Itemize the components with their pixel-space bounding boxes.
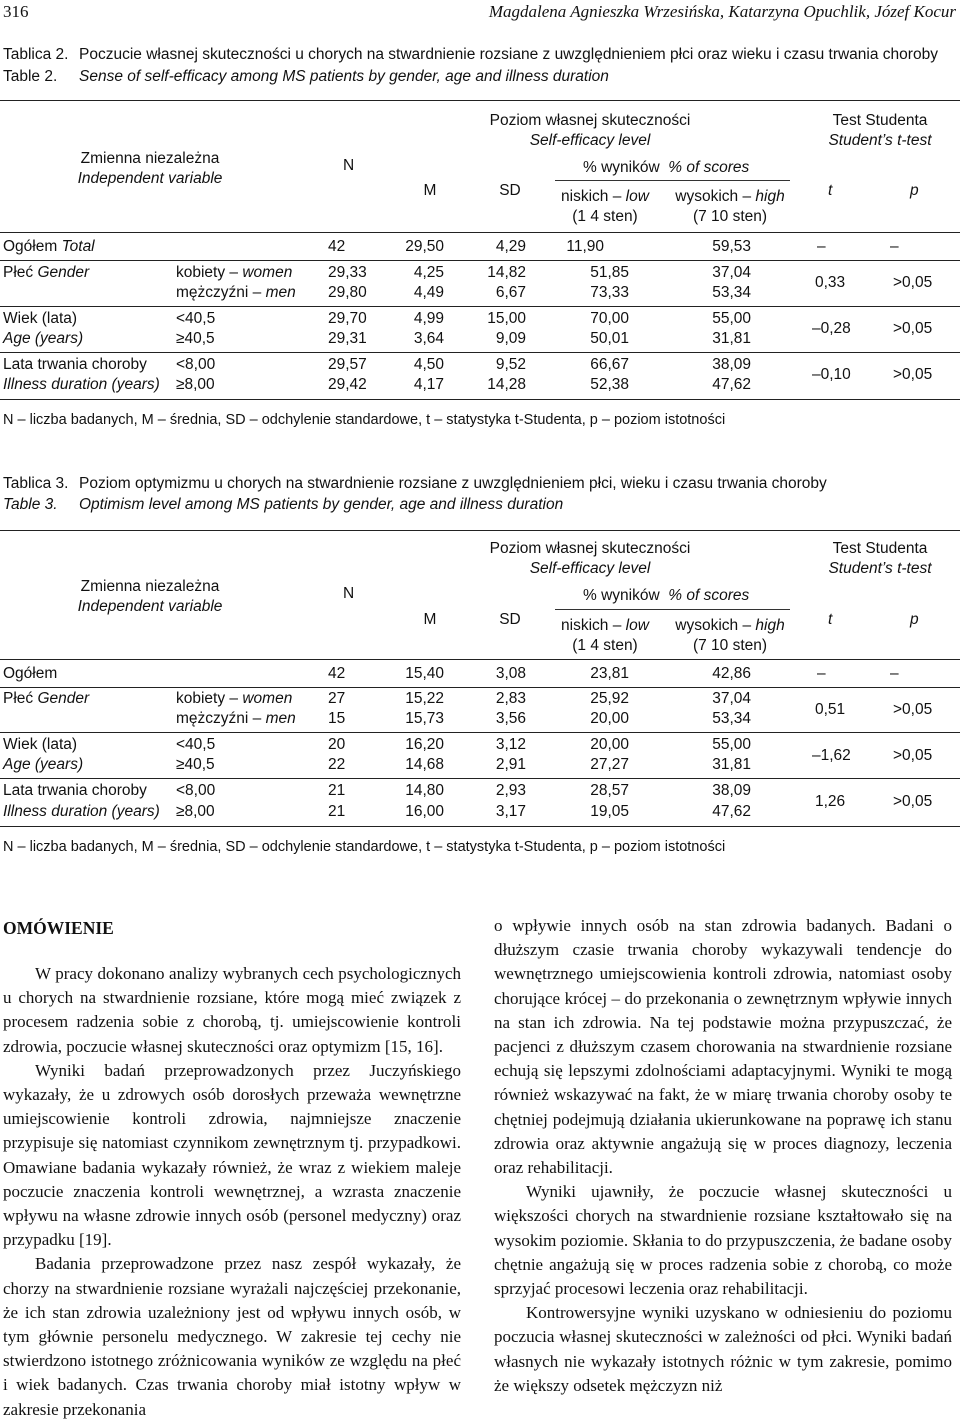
table-3-caption-en bbox=[3, 496, 563, 514]
cell-n: 22 bbox=[328, 756, 346, 773]
cell-p: >0,05 bbox=[893, 366, 933, 383]
sub-label-pl: mężczyźni bbox=[176, 284, 249, 301]
cell-m: 14,68 bbox=[405, 756, 444, 773]
row-divider bbox=[0, 732, 960, 733]
header-variable-en: Independent variable bbox=[77, 170, 223, 187]
header-low-en: low bbox=[625, 188, 649, 205]
group-label bbox=[3, 264, 89, 282]
row-divider bbox=[0, 687, 960, 688]
group-label-pl: Wiek (lata) bbox=[3, 310, 78, 327]
header-m: M bbox=[423, 611, 437, 628]
cell-n: 15 bbox=[328, 710, 346, 727]
cell-t: – bbox=[817, 665, 826, 682]
table-3-footnote: N – liczba badanych, M – średnia, SD – odchylenie standardowe, t – statystyka t-Studenta, p – poziom istotności bbox=[3, 839, 726, 855]
table-2-footnote: N – liczba badanych, M – średnia, SD – odchylenie standardowe, t – statystyka t-Studenta, p – poziom istotności bbox=[3, 412, 726, 428]
group-label-pl: Lata trwania choroby bbox=[3, 782, 147, 799]
cell-p: >0,05 bbox=[893, 320, 933, 337]
table-3-top-rule bbox=[0, 530, 960, 531]
cell-low: 28,57 bbox=[590, 782, 629, 799]
row-label-pl: Ogółem bbox=[3, 238, 58, 255]
row-label-en: Total bbox=[61, 238, 95, 255]
cell-sd: 9,09 bbox=[495, 330, 526, 347]
cell-m: 4,99 bbox=[413, 310, 444, 327]
row-sub-label: <8,00 bbox=[176, 356, 216, 373]
group-label bbox=[3, 690, 89, 708]
header-high-pl: wysokich bbox=[675, 188, 739, 205]
cell-n: 42 bbox=[328, 665, 346, 682]
header-low-range: (1 4 sten) bbox=[572, 637, 638, 654]
group-label-en: Illness duration (years) bbox=[3, 803, 160, 820]
cell-low: 19,05 bbox=[590, 803, 629, 820]
table-3-header-rule bbox=[0, 659, 960, 660]
header-variable-pl: Zmienna niezależna bbox=[80, 150, 220, 167]
cell-m: 15,40 bbox=[405, 665, 444, 682]
right-column bbox=[494, 914, 952, 1398]
table-2-title-en: Sense of self-efficacy among MS patients by gender, age and illness duration bbox=[79, 68, 609, 85]
cell-high: 53,34 bbox=[712, 284, 751, 301]
cell-sd: 14,82 bbox=[487, 264, 526, 281]
cell-t: –0,10 bbox=[812, 366, 851, 383]
header-variable-en: Independent variable bbox=[77, 598, 223, 615]
cell-m: 16,20 bbox=[405, 736, 444, 753]
header-scores-pl: % wyników bbox=[583, 587, 660, 604]
cell-m: 16,00 bbox=[405, 803, 444, 820]
group-label-en: Gender bbox=[37, 690, 90, 707]
header-scores-en: % of scores bbox=[668, 159, 750, 176]
cell-t: 1,26 bbox=[815, 793, 846, 810]
cell-m: 4,17 bbox=[413, 376, 444, 393]
cell-sd: 2,83 bbox=[495, 690, 526, 707]
running-head: Magdalena Agnieszka Wrzesińska, Katarzyna Opuchlik, Józef Kocur bbox=[488, 2, 956, 21]
cell-n: 21 bbox=[328, 803, 346, 820]
header-scores-en: % of scores bbox=[668, 587, 750, 604]
header-level-en: Self-efficacy level bbox=[529, 560, 651, 577]
header-low-en: low bbox=[625, 617, 649, 634]
cell-low: 11,90 bbox=[566, 238, 604, 255]
cell-m: 4,49 bbox=[413, 284, 444, 301]
cell-high: 37,04 bbox=[712, 264, 751, 281]
header-level-en: Self-efficacy level bbox=[529, 132, 651, 149]
sub-label-en: women bbox=[242, 264, 293, 281]
cell-low: 51,85 bbox=[590, 264, 629, 281]
header-p: p bbox=[910, 182, 919, 199]
cell-sd: 4,29 bbox=[495, 238, 526, 255]
table-2-label-en: Table 2. bbox=[3, 68, 58, 85]
header-level-pl: Poziom własnej skuteczności bbox=[489, 540, 691, 557]
group-label-pl: Płeć bbox=[3, 690, 34, 707]
table-3-label-en: Table 3. bbox=[3, 496, 58, 513]
header-scores-pl: % wyników bbox=[583, 159, 660, 176]
cell-sd: 3,12 bbox=[495, 736, 526, 753]
group-label-en: Age (years) bbox=[3, 756, 84, 773]
sub-label-en: men bbox=[265, 284, 296, 301]
cell-low: 50,01 bbox=[590, 330, 629, 347]
table-2-caption-en bbox=[3, 68, 609, 86]
cell-high: 31,81 bbox=[712, 330, 751, 347]
group-label-pl: Lata trwania choroby bbox=[3, 356, 147, 373]
header-scores bbox=[583, 159, 749, 177]
cell-t: 0,33 bbox=[815, 274, 846, 291]
cell-high: 55,00 bbox=[712, 310, 751, 327]
cell-low: 20,00 bbox=[590, 710, 629, 727]
row-sub-label: mężczyźni – men bbox=[176, 710, 296, 727]
header-test-pl: Test Studenta bbox=[832, 112, 928, 129]
cell-low: 66,67 bbox=[590, 356, 629, 373]
left-column bbox=[3, 962, 461, 1422]
cell-m: 29,50 bbox=[405, 238, 444, 255]
cell-n: 20 bbox=[328, 736, 346, 753]
row-sub-label: <40,5 bbox=[176, 736, 216, 753]
group-label-en: Age (years) bbox=[3, 330, 84, 347]
header-p: p bbox=[910, 611, 919, 628]
cell-t: – bbox=[817, 238, 826, 255]
paragraph: Badania przeprowadzone przez nasz zespół wykazały, że chorzy na stwardnienie rozsiane wyrażali najczęściej przekonanie, że ich stan zdrowia uzależniony jest od wpływu innych osób, w tym głównie personelu medycznego. W zakresie tej cechy nie stwierdzono istotnego zróżnicowania wyników ze względu na płeć i wiek badanych. Czas trwania choroby miał istotny wpływ w zakresie przekonania bbox=[3, 1254, 461, 1419]
cell-p: >0,05 bbox=[893, 701, 933, 718]
paragraph: Kontrowersyjne wyniki uzyskano w odniesieniu do poziomu poczucia własnej skuteczności w zależności od płci. Wyniki badań własnych nie wykazały istotnych różnic w tym zakresie, pomimo że większy odsetek mężczyzn niż bbox=[494, 1303, 952, 1395]
cell-p: >0,05 bbox=[893, 747, 933, 764]
row-sub-label: ≥8,00 bbox=[176, 376, 215, 393]
cell-n: 27 bbox=[328, 690, 346, 707]
sub-label-pl: kobiety bbox=[176, 264, 226, 281]
header-sd: SD bbox=[499, 611, 521, 628]
table-3-title-en: Optimism level among MS patients by gender, age and illness duration bbox=[79, 496, 564, 513]
header-low: niskich – low bbox=[561, 188, 649, 205]
cell-sd: 3,56 bbox=[495, 710, 526, 727]
cell-n: 29,80 bbox=[328, 284, 367, 301]
row-label bbox=[3, 238, 95, 256]
cell-p: – bbox=[890, 665, 899, 682]
cell-high: 53,34 bbox=[712, 710, 751, 727]
row-sub-label: mężczyźni – men bbox=[176, 284, 296, 301]
table-2-bottom-rule bbox=[0, 399, 960, 400]
header-scores-rule bbox=[555, 609, 790, 610]
group-label-pl: Wiek (lata) bbox=[3, 736, 78, 753]
cell-n: 29,31 bbox=[328, 330, 367, 347]
header-variable-pl: Zmienna niezależna bbox=[80, 578, 220, 595]
row-divider bbox=[0, 352, 960, 353]
row-divider bbox=[0, 260, 960, 261]
page-number: 316 bbox=[3, 2, 29, 21]
cell-p: – bbox=[890, 238, 899, 255]
cell-n: 42 bbox=[328, 238, 346, 255]
cell-sd: 9,52 bbox=[495, 356, 526, 373]
table-2-caption-pl bbox=[3, 46, 938, 64]
header-high: wysokich – high bbox=[675, 188, 785, 205]
row-sub-label: ≥8,00 bbox=[176, 803, 215, 820]
header-high-en: high bbox=[755, 617, 785, 634]
table-2-header-rule bbox=[0, 232, 960, 233]
table-3-caption-pl bbox=[3, 475, 827, 493]
cell-low: 52,38 bbox=[590, 376, 629, 393]
header-t: t bbox=[828, 182, 833, 199]
table-3-bottom-rule bbox=[0, 826, 960, 827]
cell-low: 70,00 bbox=[590, 310, 629, 327]
cell-high: 59,53 bbox=[712, 238, 751, 255]
header-scores bbox=[583, 587, 749, 605]
cell-sd: 6,67 bbox=[495, 284, 526, 301]
row-divider bbox=[0, 778, 960, 779]
sub-label-en: men bbox=[265, 710, 296, 727]
cell-t: –1,62 bbox=[812, 747, 851, 764]
header-level-pl: Poziom własnej skuteczności bbox=[489, 112, 691, 129]
cell-sd: 15,00 bbox=[487, 310, 526, 327]
header-test-en: Student’s t-test bbox=[828, 132, 932, 149]
paragraph: Wyniki ujawniły, że poczucie własnej skuteczności u większości chorych na stwardnienie rozsiane kształtowało się na wysokim poziomie. Skłania to do przypuszczenia, że badane osoby chętnie angażują się w proces radzenia sobie z chorobą, co może sprzyjać procesowi leczenia oraz rehabilitacji. bbox=[494, 1182, 952, 1299]
cell-n: 29,57 bbox=[328, 356, 367, 373]
cell-m: 15,22 bbox=[405, 690, 444, 707]
cell-sd: 2,93 bbox=[495, 782, 526, 799]
cell-sd: 3,08 bbox=[495, 665, 526, 682]
row-sub-label: kobiety – women bbox=[176, 690, 293, 707]
header-low-pl: niskich bbox=[561, 617, 609, 634]
header-high-range: (7 10 sten) bbox=[692, 208, 768, 225]
cell-low: 20,00 bbox=[590, 736, 629, 753]
cell-n: 29,42 bbox=[328, 376, 367, 393]
cell-n: 29,33 bbox=[328, 264, 367, 281]
cell-m: 4,50 bbox=[413, 356, 444, 373]
cell-m: 4,25 bbox=[413, 264, 444, 281]
table-3-label-pl: Tablica 3. bbox=[3, 475, 69, 492]
cell-m: 3,64 bbox=[413, 330, 444, 347]
cell-n: 21 bbox=[328, 782, 346, 799]
cell-sd: 2,91 bbox=[495, 756, 526, 773]
sub-label-pl: mężczyźni bbox=[176, 710, 249, 727]
row-sub-label: ≥40,5 bbox=[176, 330, 215, 347]
table-2-label-pl: Tablica 2. bbox=[3, 46, 69, 63]
cell-low: 73,33 bbox=[590, 284, 629, 301]
group-label-en: Gender bbox=[37, 264, 90, 281]
row-divider bbox=[0, 306, 960, 307]
row-label: Ogółem bbox=[3, 665, 58, 682]
group-label-pl: Płeć bbox=[3, 264, 34, 281]
cell-high: 42,86 bbox=[712, 665, 751, 682]
sub-label-pl: kobiety bbox=[176, 690, 226, 707]
cell-high: 31,81 bbox=[712, 756, 751, 773]
header-high-pl: wysokich bbox=[675, 617, 739, 634]
cell-low: 23,81 bbox=[590, 665, 629, 682]
cell-low: 25,92 bbox=[590, 690, 629, 707]
header-low-pl: niskich bbox=[561, 188, 609, 205]
cell-high: 38,09 bbox=[712, 356, 751, 373]
header-high: wysokich – high bbox=[675, 617, 785, 634]
group-label-en: Illness duration (years) bbox=[3, 376, 160, 393]
section-heading: OMÓWIENIE bbox=[3, 918, 114, 938]
paragraph: Wyniki badań przeprowadzonych przez Juczyńskiego wykazały, że u zdrowych osób dorosłych przeważa wewnętrzne umiejscowienie kontroli zdrowia, najmniejsze znaczenie przypisuje się natomiast czynnikom zewnętrznym tj. przypadkowi. Omawiane badania wykazały również, że wraz z wiekiem maleje poczucie znaczenia kontroli wewnętrznej, a wzrasta znaczenie wpływu na własne zdrowie innych osób (personel medyczny) oraz przypadku [19]. bbox=[3, 1060, 461, 1250]
header-t: t bbox=[828, 611, 833, 628]
row-sub-label: kobiety – women bbox=[176, 264, 293, 281]
cell-high: 47,62 bbox=[712, 376, 751, 393]
header-n: N bbox=[343, 585, 355, 602]
header-low-range: (1 4 sten) bbox=[572, 208, 638, 225]
cell-high: 38,09 bbox=[712, 782, 751, 799]
cell-low: 27,27 bbox=[590, 756, 629, 773]
cell-sd: 3,17 bbox=[495, 803, 526, 820]
cell-sd: 14,28 bbox=[487, 376, 526, 393]
header-high-en: high bbox=[755, 188, 785, 205]
table-2-title-pl: Poczucie własnej skuteczności u chorych na stwardnienie rozsiane z uwzględnieniem płci oraz wieku i czasu trwania choroby bbox=[79, 46, 938, 63]
header-m: M bbox=[423, 182, 437, 199]
cell-m: 15,73 bbox=[405, 710, 444, 727]
cell-high: 47,62 bbox=[712, 803, 751, 820]
row-sub-label: <8,00 bbox=[176, 782, 216, 799]
header-n: N bbox=[343, 157, 355, 174]
paragraph: o wpływie innych osób na stan zdrowia badanych. Badani o dłuższym czasie trwania choroby wykazywali tendencje do wewnętrznego umiejscowienia kontroli zdrowia, natomiast osoby chorujące krócej – do przekonania o zewnętrznym wpływie innych na stan ich zdrowia. Na tej podstawie można przypuszczać, że pacjenci z dłuższym czasem chorowania na stwardnienie rozsiane echują się lepszymi zdolnościami adaptacyjnymi. Wyniki te mogą również wskazywać na fakt, że w miarę trwania choroby osoby te chętniej podejmują działania ukierunkowane na poprawę ich stanu zdrowia oraz aktywnie angażują się w proces diagnozy, leczenia oraz rehabilitacji. bbox=[494, 916, 952, 1178]
cell-high: 55,00 bbox=[712, 736, 751, 753]
header-test-pl: Test Studenta bbox=[832, 540, 928, 557]
cell-p: >0,05 bbox=[893, 793, 933, 810]
cell-m: 14,80 bbox=[405, 782, 444, 799]
header-sd: SD bbox=[499, 182, 521, 199]
row-sub-label: <40,5 bbox=[176, 310, 216, 327]
cell-t: 0,51 bbox=[815, 701, 846, 718]
header-test-en: Student’s t-test bbox=[828, 560, 932, 577]
cell-p: >0,05 bbox=[893, 274, 933, 291]
sub-label-en: women bbox=[242, 690, 293, 707]
cell-high: 37,04 bbox=[712, 690, 751, 707]
header-low: niskich – low bbox=[561, 617, 649, 634]
cell-n: 29,70 bbox=[328, 310, 367, 327]
row-sub-label: ≥40,5 bbox=[176, 756, 215, 773]
table-3-title-pl: Poziom optymizmu u chorych na stwardnienie rozsiane z uwzględnieniem płci, wieku i czasu trwania choroby bbox=[79, 475, 827, 492]
cell-t: –0,28 bbox=[812, 320, 851, 337]
header-high-range: (7 10 sten) bbox=[692, 637, 768, 654]
header-scores-rule bbox=[555, 180, 790, 181]
paragraph: W pracy dokonano analizy wybranych cech psychologicznych u chorych na stwardnienie rozsiane, które mogą mieć związek z procesem radzenia sobie z chorobą, tj. umiejscowienie kontroli zdrowia, poczucie własnej skuteczności oraz optymizm [15, 16]. bbox=[3, 964, 461, 1056]
table-2-top-rule bbox=[0, 100, 960, 101]
